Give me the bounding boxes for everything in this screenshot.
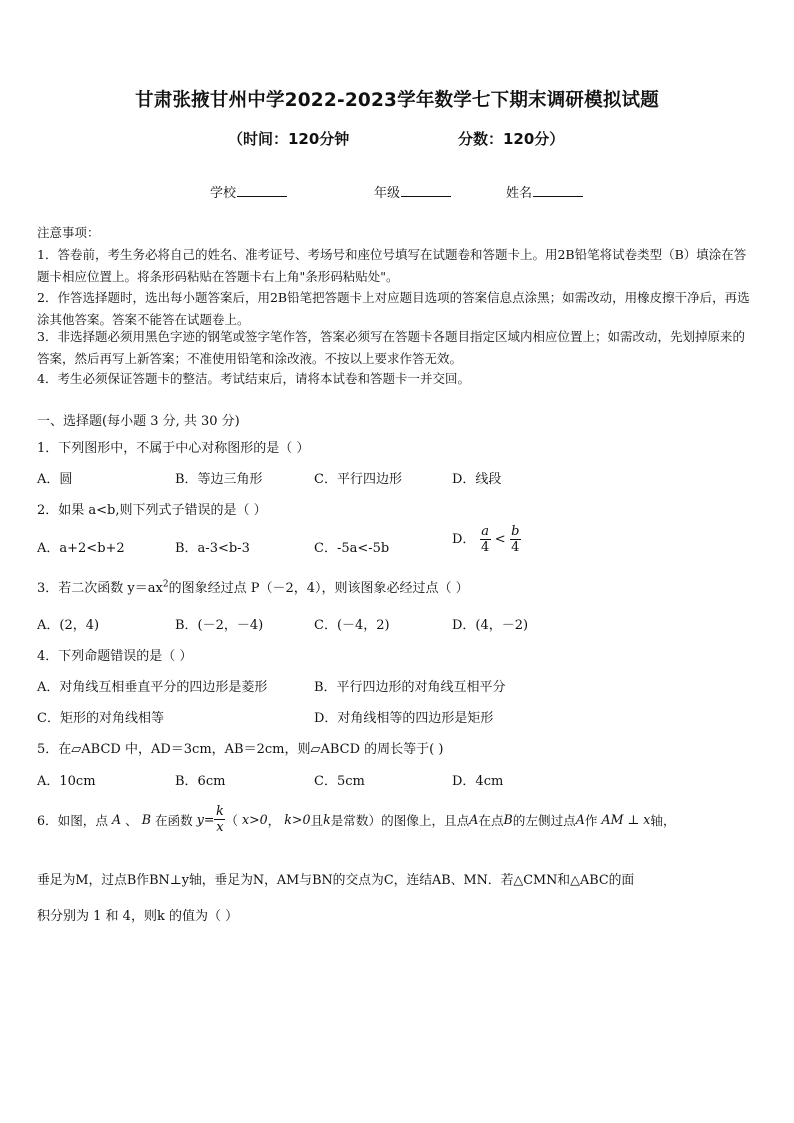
school-blank	[237, 184, 287, 197]
question-1-stem: 1．下列图形中，不属于中心对称图形的是（ ）	[37, 441, 310, 456]
question-1-option-a: A．圆	[37, 472, 73, 487]
question-2-option-b: B．a-3<b-3	[175, 541, 250, 556]
question-3-option-c: C．(－4，2)	[314, 618, 390, 633]
q6-text-6: 且	[310, 813, 324, 828]
question-2-option-c: C．-5a<-5b	[314, 541, 390, 556]
q6-text-9: 的左侧过点	[512, 813, 576, 828]
question-5-option-c: C．5cm	[314, 774, 365, 789]
question-3-option-d: D．(4，－2)	[452, 618, 529, 633]
question-3-stem-part2: 的图象经过点 P（－2，4），则该图象必经过点（ ）	[168, 581, 469, 596]
question-4-stem: 4．下列命题错误的是（ ）	[37, 649, 193, 664]
name-field	[506, 182, 583, 201]
exponent-2: 2	[162, 579, 169, 590]
fraction-b-over-4: $\frac{b}{4}$	[511, 524, 520, 555]
page-title: 甘肃张掖甘州中学2022-2023学年数学七下期末调研模拟试题	[135, 90, 659, 111]
question-3-stem-part1: 3．若二次函数 y＝ax	[37, 581, 163, 596]
fraction-a-over-4: $\frac{a}{4}$	[480, 524, 490, 555]
school-label: 学校	[210, 186, 237, 201]
question-2-option-d	[452, 524, 521, 555]
q6-text-1: 6．如图，点	[37, 813, 108, 828]
question-3-option-a: A．(2，4)	[37, 618, 100, 633]
q6-text-8: 在点	[478, 813, 504, 828]
exam-score: 分数：120分）	[458, 130, 565, 148]
grade-blank	[401, 184, 451, 197]
question-4-option-a: A．对角线互相垂直平分的四边形是菱形	[37, 680, 268, 695]
section-title: 一、选择题(每小题 3 分, 共 30 分)	[37, 414, 240, 429]
question-4-option-c: C．矩形的对角线相等	[37, 711, 164, 726]
less-than-sign: <	[494, 532, 506, 547]
q6-text-7: 是常数）的图像上，且点	[330, 813, 470, 828]
question-5-stem: 5．在▱ABCD 中，AD＝3cm，AB＝2cm，则▱ABCD 的周长等于( )	[37, 742, 444, 757]
notice-item-1: 1．答卷前，考生务必将自己的姓名、准考证号、考场号和座位号填写在试题卷和答题卡上。用2B铅笔将试卷类型（B）填涂在答题卡相应位置上。将条形码粘贴在答题卡右上角"条形码粘贴处"。	[37, 247, 747, 284]
exam-time: （时间：120分钟	[228, 130, 350, 148]
question-3-stem	[37, 577, 469, 596]
question-2-stem: 2．如果 a<b,则下列式子错误的是（ ）	[37, 503, 267, 518]
q6-text-4: （	[225, 813, 238, 828]
question-1-option-b: B．等边三角形	[175, 472, 263, 487]
notice-item-3: 3．非选择题必须用黑色字迹的钢笔或签字笔作答，答案必须写在答题卡各题目指定区域内相应位置上；如需改动，先划掉原来的答案，然后再写上新答案；不准使用铅笔和涂改液。不按以上要求作答无效。	[37, 329, 745, 366]
question-6-line-2: 垂足为M，过点B作BN⊥y轴，垂足为N，AM与BN的交点为C，连结AB、MN．若△CMN和△ABC的面	[37, 873, 635, 888]
question-6-line-1: 6．如图，点 A 、 B 在函数 y= $\frac{k}{x}$ （ x>0 ， k>0 且 k 是常数）的图像上，且点 A 在点 B 的左侧过点 A 作 AM ⊥ x 轴，	[37, 804, 676, 835]
question-1-option-d: D．线段	[452, 472, 502, 487]
question-6-line-3: 积分别为 1 和 4，则k 的值为（ ）	[37, 909, 239, 924]
question-5-option-a: A．10cm	[37, 774, 96, 789]
question-5-option-d: D．4cm	[452, 774, 504, 789]
name-blank	[533, 184, 583, 197]
fraction-k-over-x: $\frac{k}{x}$	[215, 804, 224, 835]
q6-text-2: 、	[125, 813, 138, 828]
name-label: 姓名	[506, 186, 533, 201]
notice-item-4: 4．考生必须保证答题卡的整洁。考试结束后，请将本试卷和答题卡一并交回。	[37, 371, 470, 386]
q6-text-3: 在函数	[154, 813, 193, 828]
q6-text-10: 作	[584, 813, 598, 828]
question-1-option-c: C．平行四边形	[314, 472, 402, 487]
grade-field	[374, 182, 451, 201]
notice-item-2: 2．作答选择题时，选出每小题答案后，用2B铅笔把答题卡上对应题目选项的答案信息点涂黑；如需改动，用橡皮擦干净后，再选涂其他答案。答案不能答在试题卷上。	[37, 290, 750, 327]
question-2-option-a: A．a+2<b+2	[37, 541, 125, 556]
question-5-option-b: B．6cm	[175, 774, 226, 789]
grade-label: 年级	[374, 186, 401, 201]
q6-text-11: 轴，	[650, 813, 676, 828]
q6-text-5: ，	[267, 813, 281, 828]
question-2-option-d-label: D．	[452, 532, 476, 547]
question-4-option-b: B．平行四边形的对角线互相平分	[314, 680, 506, 695]
question-3-option-b: B．(－2，－4)	[175, 618, 264, 633]
notice-heading: 注意事项：	[37, 225, 100, 240]
question-4-option-d: D．对角线相等的四边形是矩形	[314, 711, 494, 726]
school-field	[210, 182, 287, 201]
